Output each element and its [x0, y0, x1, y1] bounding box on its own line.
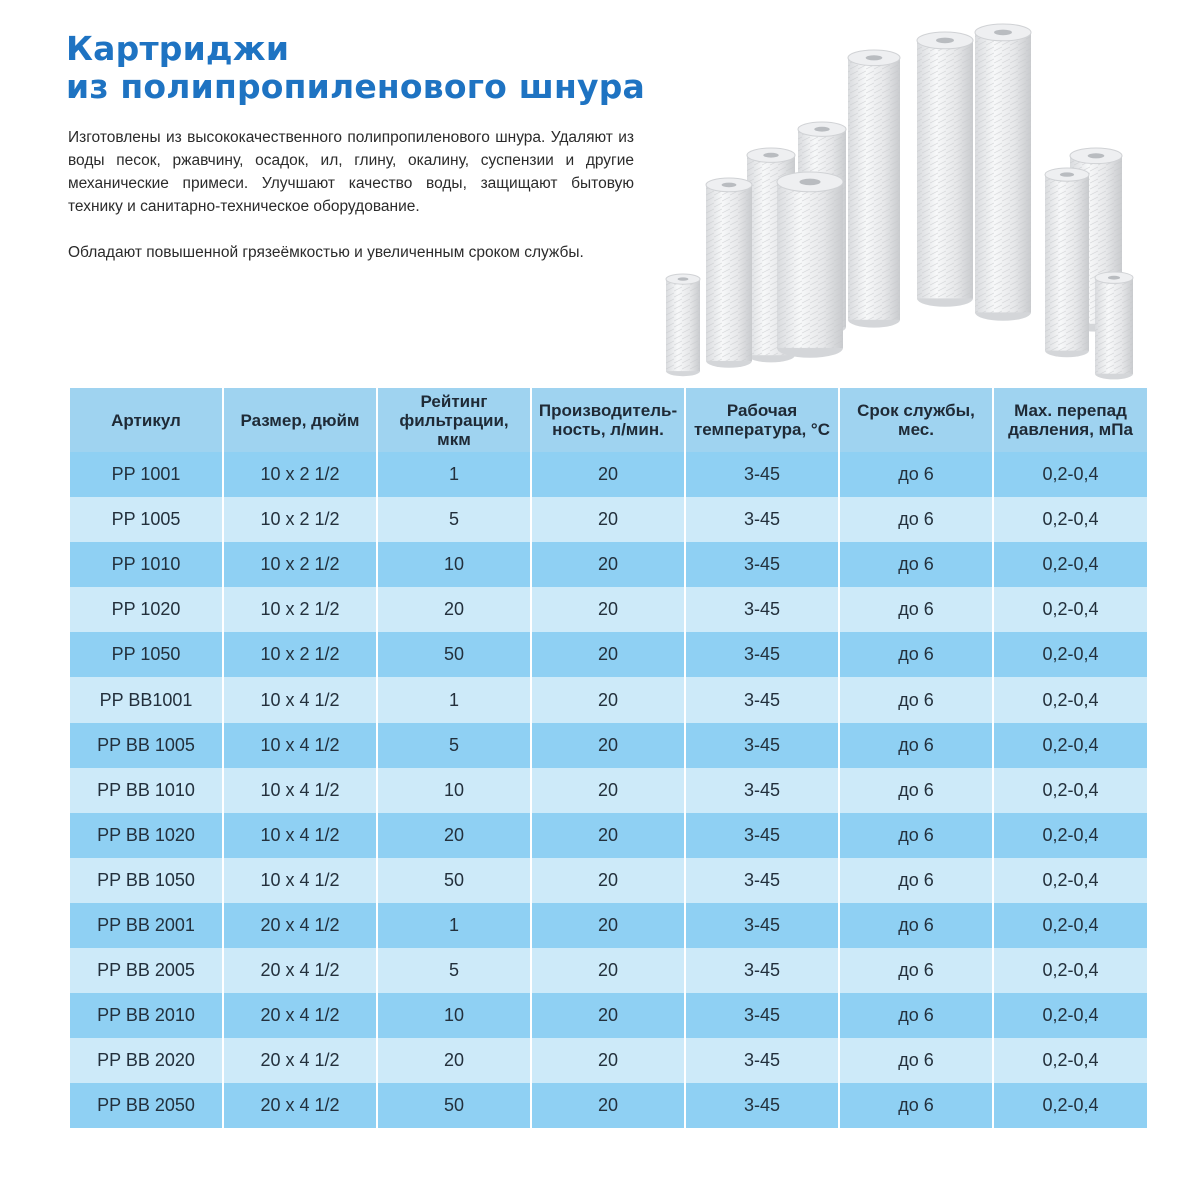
- cell-working-temperature: 3-45: [686, 1083, 838, 1128]
- cell-service-life: до 6: [840, 452, 992, 497]
- table-row: [70, 677, 1147, 722]
- column-header-service-life: Срок службы, мес.: [840, 388, 992, 452]
- cell-size: 10 x 2 1/2: [224, 497, 376, 542]
- description-paragraph-2: Обладают повышенной грязеёмкостью и увеличенным сроком службы.: [68, 244, 584, 261]
- table-body: [70, 452, 1147, 1128]
- cell-filtration-rating: 50: [378, 858, 530, 903]
- column-header-filtration-rating: Рейтинг фильтрации, мкм: [378, 388, 530, 452]
- cell-working-temperature: 3-45: [686, 677, 838, 722]
- column-header-size: Размер, дюйм: [224, 388, 376, 452]
- cell-size: 20 x 4 1/2: [224, 993, 376, 1038]
- cell-max-pressure-drop: 0,2-0,4: [994, 768, 1147, 813]
- cell-size: 20 x 4 1/2: [224, 1038, 376, 1083]
- cell-article: PP BB 1050: [70, 858, 222, 903]
- cartridge-cylinder: [666, 274, 700, 376]
- cell-article: PP BB 2010: [70, 993, 222, 1038]
- cell-size: 10 x 4 1/2: [224, 858, 376, 903]
- cell-working-temperature: 3-45: [686, 587, 838, 632]
- cell-article: PP 1050: [70, 632, 222, 677]
- cell-flow-rate: 20: [532, 948, 684, 993]
- cell-max-pressure-drop: 0,2-0,4: [994, 903, 1147, 948]
- table-row: [70, 587, 1147, 632]
- table-row: [70, 497, 1147, 542]
- cell-size: 10 x 2 1/2: [224, 632, 376, 677]
- cell-size: 10 x 4 1/2: [224, 723, 376, 768]
- cell-size: 10 x 4 1/2: [224, 768, 376, 813]
- cell-flow-rate: 20: [532, 497, 684, 542]
- cell-flow-rate: 20: [532, 723, 684, 768]
- cell-max-pressure-drop: 0,2-0,4: [994, 1083, 1147, 1128]
- cell-size: 10 x 2 1/2: [224, 452, 376, 497]
- cell-size: 10 x 2 1/2: [224, 542, 376, 587]
- cell-max-pressure-drop: 0,2-0,4: [994, 497, 1147, 542]
- cell-service-life: до 6: [840, 993, 992, 1038]
- cell-working-temperature: 3-45: [686, 948, 838, 993]
- cell-size: 20 x 4 1/2: [224, 948, 376, 993]
- cell-flow-rate: 20: [532, 677, 684, 722]
- column-header-working-temperature: Рабочая температура, °С: [686, 388, 838, 452]
- cell-filtration-rating: 1: [378, 903, 530, 948]
- cell-article: PP BB 2050: [70, 1083, 222, 1128]
- table-row: [70, 858, 1147, 903]
- cell-article: PP BB1001: [70, 677, 222, 722]
- cell-working-temperature: 3-45: [686, 858, 838, 903]
- column-header-article: Артикул: [70, 388, 222, 452]
- cell-max-pressure-drop: 0,2-0,4: [994, 948, 1147, 993]
- cartridge-cylinder: [777, 172, 843, 358]
- cell-working-temperature: 3-45: [686, 497, 838, 542]
- cell-flow-rate: 20: [532, 632, 684, 677]
- cell-max-pressure-drop: 0,2-0,4: [994, 677, 1147, 722]
- cell-filtration-rating: 10: [378, 993, 530, 1038]
- cell-size: 20 x 4 1/2: [224, 903, 376, 948]
- cartridge-cylinder: [975, 24, 1031, 321]
- table-row: [70, 948, 1147, 993]
- cell-service-life: до 6: [840, 903, 992, 948]
- table-row: [70, 903, 1147, 948]
- cell-working-temperature: 3-45: [686, 993, 838, 1038]
- cell-max-pressure-drop: 0,2-0,4: [994, 542, 1147, 587]
- cell-filtration-rating: 1: [378, 677, 530, 722]
- cell-article: PP BB 2020: [70, 1038, 222, 1083]
- cell-service-life: до 6: [840, 1083, 992, 1128]
- cartridge-group-image: [650, 10, 1190, 380]
- cell-working-temperature: 3-45: [686, 632, 838, 677]
- table-row: [70, 768, 1147, 813]
- cell-service-life: до 6: [840, 677, 992, 722]
- cell-flow-rate: 20: [532, 452, 684, 497]
- cell-flow-rate: 20: [532, 1083, 684, 1128]
- cell-article: PP 1020: [70, 587, 222, 632]
- table-row: [70, 632, 1147, 677]
- cell-filtration-rating: 5: [378, 948, 530, 993]
- cell-working-temperature: 3-45: [686, 768, 838, 813]
- table-row: [70, 993, 1147, 1038]
- cell-working-temperature: 3-45: [686, 723, 838, 768]
- cell-max-pressure-drop: 0,2-0,4: [994, 632, 1147, 677]
- column-header-max-pressure-drop: Мах. перепад давления, мПа: [994, 388, 1147, 452]
- cell-max-pressure-drop: 0,2-0,4: [994, 452, 1147, 497]
- cell-service-life: до 6: [840, 587, 992, 632]
- cell-service-life: до 6: [840, 723, 992, 768]
- cell-filtration-rating: 5: [378, 723, 530, 768]
- cell-article: PP BB 1020: [70, 813, 222, 858]
- cartridge-cylinder: [1045, 168, 1089, 357]
- cell-size: 10 x 2 1/2: [224, 587, 376, 632]
- description-paragraph-1: Изготовлены из высококачественного полипропиленового шнура. Удаляют из воды песок, ржавчину, осадок, ил, глину, окалину, суспензии и другие механические примеси. Улучшают качество воды, защищают бытовую технику и санитарно-техническое оборудование.: [68, 129, 634, 215]
- cell-working-temperature: 3-45: [686, 452, 838, 497]
- cartridge-cylinder: [1095, 272, 1133, 379]
- cell-flow-rate: 20: [532, 903, 684, 948]
- title-line-2: из полипропиленового шнура: [66, 67, 645, 106]
- page-title: [66, 30, 645, 106]
- cell-service-life: до 6: [840, 1038, 992, 1083]
- cell-service-life: до 6: [840, 813, 992, 858]
- cell-flow-rate: 20: [532, 1038, 684, 1083]
- cell-max-pressure-drop: 0,2-0,4: [994, 587, 1147, 632]
- cell-flow-rate: 20: [532, 858, 684, 903]
- cell-filtration-rating: 50: [378, 1083, 530, 1128]
- cell-filtration-rating: 20: [378, 1038, 530, 1083]
- cell-filtration-rating: 10: [378, 768, 530, 813]
- cell-working-temperature: 3-45: [686, 813, 838, 858]
- cell-article: PP BB 1005: [70, 723, 222, 768]
- cell-max-pressure-drop: 0,2-0,4: [994, 1038, 1147, 1083]
- cell-flow-rate: 20: [532, 768, 684, 813]
- cell-filtration-rating: 10: [378, 542, 530, 587]
- cell-flow-rate: 20: [532, 813, 684, 858]
- cell-service-life: до 6: [840, 632, 992, 677]
- cell-max-pressure-drop: 0,2-0,4: [994, 723, 1147, 768]
- cell-article: PP 1001: [70, 452, 222, 497]
- cell-article: PP BB 1010: [70, 768, 222, 813]
- cell-service-life: до 6: [840, 542, 992, 587]
- cell-filtration-rating: 20: [378, 587, 530, 632]
- cell-filtration-rating: 20: [378, 813, 530, 858]
- cartridge-cylinder: [848, 50, 900, 328]
- table-row: [70, 1038, 1147, 1083]
- specification-table: [68, 388, 1149, 1128]
- cell-working-temperature: 3-45: [686, 542, 838, 587]
- cell-service-life: до 6: [840, 948, 992, 993]
- cell-article: PP 1005: [70, 497, 222, 542]
- cell-size: 10 x 4 1/2: [224, 813, 376, 858]
- cell-max-pressure-drop: 0,2-0,4: [994, 993, 1147, 1038]
- table-row: [70, 723, 1147, 768]
- cell-size: 20 x 4 1/2: [224, 1083, 376, 1128]
- cell-service-life: до 6: [840, 768, 992, 813]
- column-header-flow-rate: Производитель-ность, л/мин.: [532, 388, 684, 452]
- cell-flow-rate: 20: [532, 993, 684, 1038]
- cell-size: 10 x 4 1/2: [224, 677, 376, 722]
- cell-filtration-rating: 5: [378, 497, 530, 542]
- cell-working-temperature: 3-45: [686, 903, 838, 948]
- cartridge-cylinder: [706, 178, 752, 368]
- table-row: [70, 452, 1147, 497]
- description: [68, 126, 634, 287]
- cell-flow-rate: 20: [532, 587, 684, 632]
- cell-flow-rate: 20: [532, 542, 684, 587]
- cell-article: PP BB 2001: [70, 903, 222, 948]
- cartridge-cylinder: [917, 32, 973, 307]
- table-row: [70, 542, 1147, 587]
- cell-service-life: до 6: [840, 858, 992, 903]
- cell-max-pressure-drop: 0,2-0,4: [994, 813, 1147, 858]
- table-row: [70, 813, 1147, 858]
- table-row: [70, 1083, 1147, 1128]
- cell-service-life: до 6: [840, 497, 992, 542]
- cell-article: PP 1010: [70, 542, 222, 587]
- cell-article: PP BB 2005: [70, 948, 222, 993]
- cell-max-pressure-drop: 0,2-0,4: [994, 858, 1147, 903]
- title-line-1: Картриджи: [66, 29, 290, 68]
- cell-filtration-rating: 50: [378, 632, 530, 677]
- table-header-row: [70, 388, 1147, 452]
- cell-filtration-rating: 1: [378, 452, 530, 497]
- cell-working-temperature: 3-45: [686, 1038, 838, 1083]
